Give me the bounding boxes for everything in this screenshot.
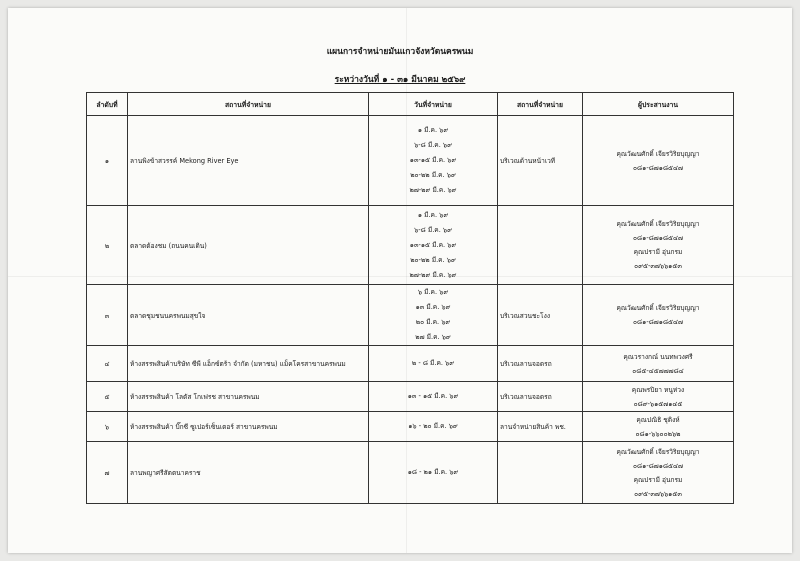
sales-date: ๒๐-๒๒ มี.ค. ๖๙ [410, 171, 456, 179]
sales-date: ๒๐ มี.ค. ๖๙ [415, 318, 451, 326]
coordinator-phone: ๐๘๑-๘๗๑๘๕๔๗ [633, 461, 683, 470]
row-number: ๔ [87, 346, 128, 382]
header-location: สถานที่จำหน่าย [498, 93, 583, 116]
coordinator-cell [583, 382, 734, 412]
sales-place: ตลาดชุมชนนครพนมสุขใจ [128, 285, 369, 346]
coordinator-name: คุณวัฒนศักดิ์ เจียรวิริยบุญญา [616, 149, 700, 158]
row-number: ๒ [87, 206, 128, 285]
sales-date: ๖-๘ มี.ค. ๖๙ [414, 141, 452, 149]
sales-date: ๒๐-๒๒ มี.ค. ๖๙ [410, 255, 456, 264]
coordinator-name: คุณวัฒนศักดิ์ เจียรวิริยบุญญา [616, 447, 700, 456]
table-row [87, 382, 734, 412]
row-number: ๑ [87, 116, 128, 206]
header-place: สถานที่จำหน่าย [128, 93, 369, 116]
sales-location: บริเวณสวนชะโงง [498, 285, 583, 346]
sales-place: ลานพญาศรีสัตตนาคราช [128, 442, 369, 504]
coordinator-name: คุณวัฒนศักดิ์ เจียรวิริยบุญญา [616, 304, 700, 312]
coordinator-cell [583, 206, 734, 285]
sales-dates-cell [369, 206, 498, 285]
sales-place: ห้างสรรพสินค้า บิ๊กซี ซูเปอร์เซ็นเตอร์ สาขานครพนม [128, 412, 369, 442]
sales-date: ๖ มี.ค. ๖๙ [417, 288, 449, 296]
coordinator-phone: ๐๘๑-๘๗๑๘๕๔๗ [633, 234, 683, 242]
table-row [87, 206, 734, 285]
table-row [87, 346, 734, 382]
sales-location [498, 442, 583, 504]
sales-date: ๑๓-๑๕ มี.ค. ๖๙ [409, 156, 457, 164]
sales-date: ๑๓ มี.ค. ๖๙ [415, 303, 451, 311]
table-row [87, 285, 734, 346]
sales-place: ห้างสรรพสินค้าบริษัท ซีพี แอ็กซ์ตร้า จำกัด (มหาชน) แม็คโครสาขานครพนม [128, 346, 369, 382]
coordinator-name: คุณปณิธิ ชุติงห์ [636, 415, 680, 424]
sales-location: บริเวณลานจอดรถ [498, 382, 583, 412]
header-coordinator: ผู้ประสานงาน [583, 93, 734, 116]
sales-dates-cell [369, 382, 498, 412]
document-title: แผนการจำหน่ายมันแกวจังหวัดนครพนม [326, 47, 474, 57]
sales-date: ๒๗-๒๙ มี.ค. ๖๙ [409, 270, 457, 279]
coordinator-phone: ๐๘๑-๘๗๑๘๕๔๗ [633, 163, 683, 172]
sales-date: ๑๖ - ๒๐ มี.ค. ๖๙ [408, 422, 458, 430]
sales-date: ๑ มี.ค. ๖๙ [417, 126, 449, 134]
coordinator-cell [583, 285, 734, 346]
row-number: ๗ [87, 442, 128, 504]
sales-place: ห้างสรรพสินค้า โลตัส โกเฟรช สาขานครพนม [128, 382, 369, 412]
sales-date: ๑๓ - ๑๕ มี.ค. ๖๙ [407, 392, 459, 400]
sales-schedule-table [86, 92, 734, 504]
sales-location: บริเวณด้านหน้าเวที [498, 116, 583, 206]
sales-location: ลานจำหน่ายสินค้า พช. [498, 412, 583, 442]
header-dates: วันที่จำหน่าย [369, 93, 498, 116]
sales-date: ๑ มี.ค. ๖๙ [417, 210, 449, 219]
sales-date: ๑๓-๑๕ มี.ค. ๖๙ [409, 240, 457, 249]
coordinator-name: คุณวรางกณ์ นนทพวงศรี [623, 352, 693, 361]
coordinator-phone: ๐๘๑-๖๖๐๐๒๖๒ [635, 429, 681, 438]
sales-date: ๒๗ มี.ค. ๖๙ [415, 333, 451, 341]
coordinator-name: คุณปรามี อุ่นกรม [633, 248, 683, 256]
sales-location [498, 206, 583, 285]
sales-dates-cell [369, 412, 498, 442]
row-number: ๕ [87, 382, 128, 412]
table-body [87, 116, 734, 504]
sales-location: บริเวณลานจอดรถ [498, 346, 583, 382]
sales-dates-cell [369, 346, 498, 382]
sales-dates-cell [369, 285, 498, 346]
row-number: ๓ [87, 285, 128, 346]
coordinator-name: คุณพรปิยา หนูห่วง [631, 385, 685, 394]
coordinator-cell [583, 442, 734, 504]
coordinator-cell [583, 412, 734, 442]
sales-place: ลานพิงข้าสวรรค์ Mekong River Eye [128, 116, 369, 206]
coordinator-name: คุณวัฒนศักดิ์ เจียรวิริยบุญญา [616, 220, 700, 228]
sales-place: ตลาดต้องชม (ถนนคนเดิน) [128, 206, 369, 285]
coordinator-phone: ๐๘๑-๘๗๑๘๕๔๗ [633, 318, 683, 326]
coordinator-name: คุณปรามี อุ่นกรม [633, 475, 683, 484]
table-row [87, 116, 734, 206]
document-subtitle: ระหว่างวันที่ ๑ - ๓๑ มีนาคม ๒๕๖๙ [334, 75, 466, 85]
sales-dates-cell [369, 116, 498, 206]
header-no: ลำดับที่ [87, 93, 128, 116]
table-row [87, 442, 734, 504]
sales-date: ๒ - ๘ มี.ค. ๖๙ [411, 359, 455, 367]
sales-date: ๖-๘ มี.ค. ๖๙ [414, 225, 452, 234]
row-number: ๖ [87, 412, 128, 442]
sales-date: ๒๗-๒๙ มี.ค. ๖๙ [409, 186, 457, 194]
coordinator-phone: ๐๘๙-๖๑๕๗๑๔๕ [633, 399, 683, 408]
coordinator-phone: ๐๙๕-๓๗๖๖๑๕๓ [634, 489, 682, 498]
document-page [8, 8, 792, 553]
coordinator-cell [583, 346, 734, 382]
coordinator-phone: ๐๙๕-๓๗๖๖๑๕๓ [634, 262, 682, 270]
table-row [87, 412, 734, 442]
sales-dates-cell [369, 442, 498, 504]
table-header-row [87, 93, 734, 116]
sales-date: ๑๘ - ๒๑ มี.ค. ๖๙ [407, 468, 459, 476]
coordinator-phone: ๐๘๕-๔๕๗๗๗๘๔ [632, 366, 684, 375]
coordinator-cell [583, 116, 734, 206]
